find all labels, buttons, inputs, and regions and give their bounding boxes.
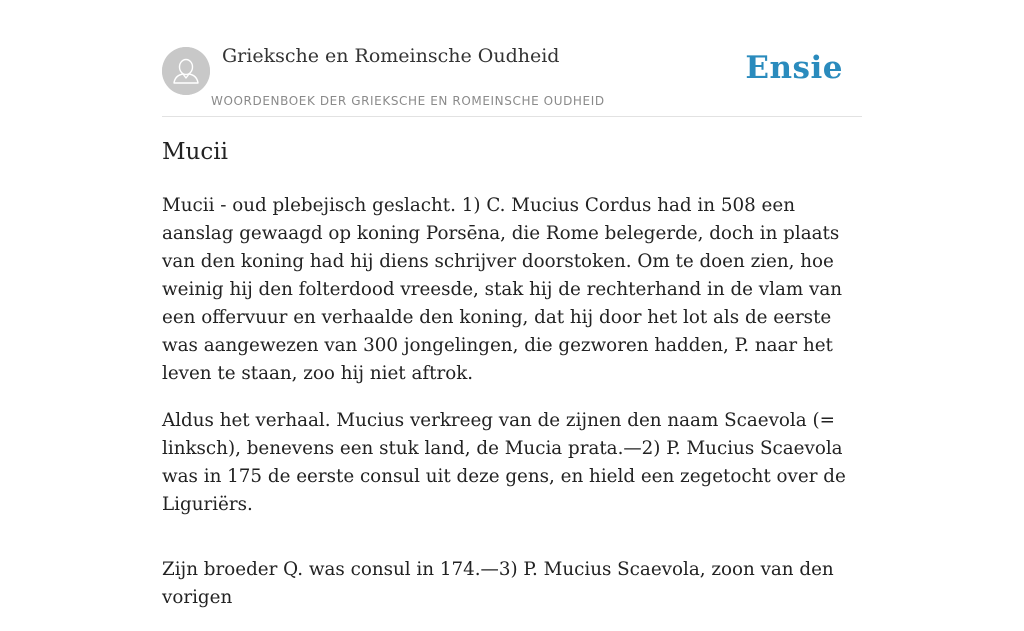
source-subtitle[interactable]: WOORDENBOEK DER GRIEKSCHE EN ROMEINSCHE OUDHEID [211, 94, 605, 108]
avatar[interactable] [162, 47, 210, 95]
entry-paragraph: Zijn broeder Q. was consul in 174.—3) P. Mucius Scaevola, zoon van den vorigen [162, 559, 834, 608]
user-silhouette-icon [162, 47, 210, 95]
entry-paragraph: Mucii - oud plebejisch geslacht. 1) C. Mucius Cordus had in 508 een aanslag gewaagd op koning Porsēna, die Rome belegerde, doch in plaats van den koning had hij diens schrijver doorstoken. Om te doen zien, hoe weinig hij den folterdood vreesde, stak hij de rechterhand in de vlam van een offervuur en verhaalde den koning, dat hij door het lot als de eerste was aangewezen van 300 jongelingen, die gezworen hadden, P. naar het leven te staan, zoo hij niet aftrok. [162, 195, 843, 384]
header [162, 0, 862, 117]
ensie-logo[interactable]: Ensie [745, 50, 843, 86]
entry-paragraph: Aldus het verhaal. Mucius verkreeg van de zijnen den naam Scaevola (= linksch), benevens een stuk land, de Mucia prata.—2) P. Mucius Scaevola was in 175 de eerste consul uit deze gens, en hield een zegetocht over de Liguriërs. [162, 410, 846, 515]
page [162, 0, 862, 608]
entry-title: Mucii [162, 139, 228, 165]
source-title[interactable]: Grieksche en Romeinsche Oudheid [222, 45, 560, 67]
entry-body [162, 192, 862, 631]
